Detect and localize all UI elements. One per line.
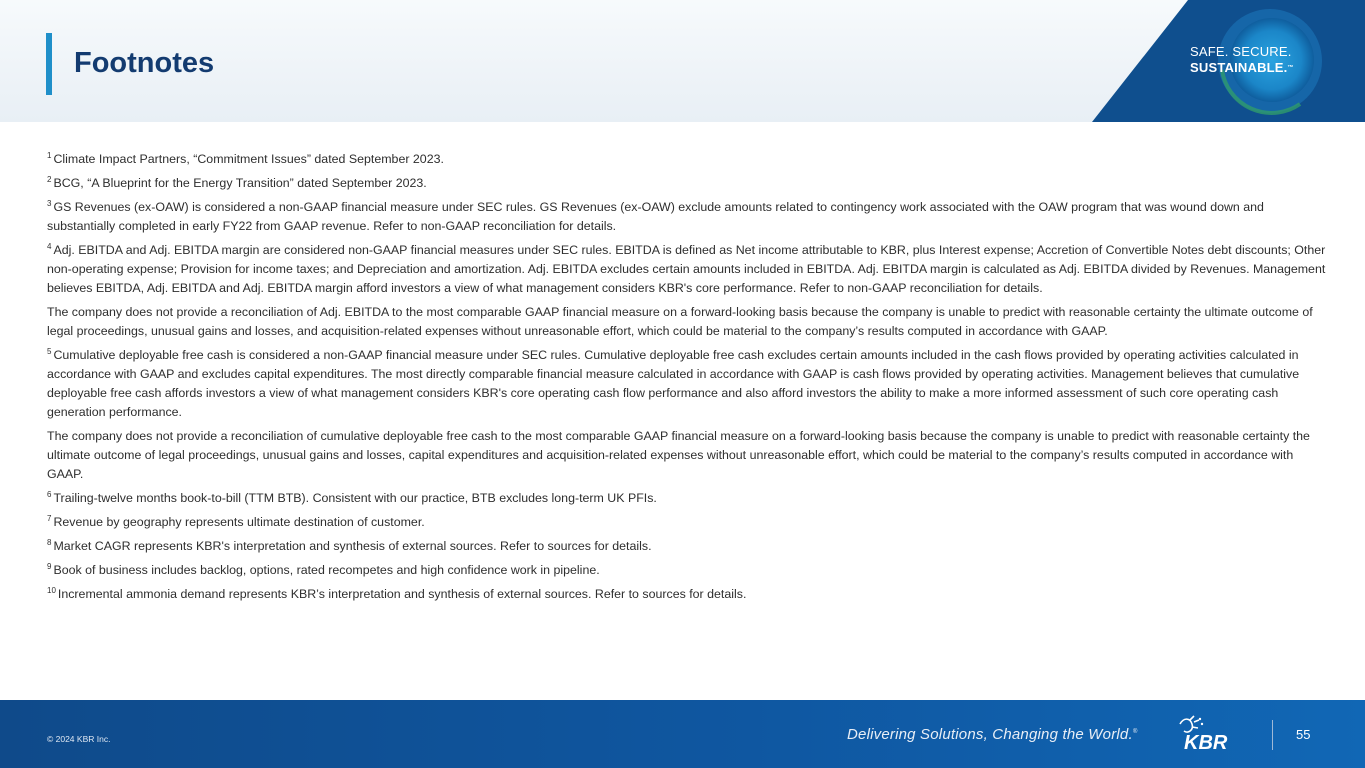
footnote-6 [47, 489, 1327, 508]
footnote-text: GS Revenues (ex-OAW) is considered a non-GAAP financial measure under SEC rules. GS Revenues (ex-OAW) exclude amounts related to contingency work associated with the OAW program that was wound down and substantially completed in early FY22 from GAAP revenue. Refer to non-GAAP reconciliation for details. [47, 200, 1264, 233]
footnotes-list [47, 150, 1327, 609]
footnote-10 [47, 585, 1327, 604]
footnote-text: Incremental ammonia demand represents KBR’s interpretation and synthesis of external sources. Refer to sources for details. [57, 587, 747, 601]
tagline-tm: ™ [1287, 65, 1294, 71]
footnote-text: BCG, “A Blueprint for the Energy Transition” dated September 2023. [53, 176, 427, 190]
brand-tagline [1190, 44, 1294, 76]
footnote-1 [47, 150, 1327, 169]
footnote-5 [47, 346, 1327, 422]
footnote-text: The company does not provide a reconciliation of cumulative deployable free cash to the most comparable GAAP financial measure on a forward-looking basis because the company is unable to predict with reasonable certainty the ultimate outcome of legal proceedings, unusual gains and losses, capital expenditures and acquisition-related expenses without unreasonable effort, which could be material to the company’s results computed in accordance with GAAP. [47, 429, 1310, 481]
brand-corner-graphic [0, 0, 1365, 122]
footer-slogan [847, 726, 1137, 743]
slide-footer [0, 700, 1365, 768]
footnote-number: 10 [47, 586, 56, 595]
footnote-text: Revenue by geography represents ultimate destination of customer. [53, 515, 425, 529]
footnote-5-continued [47, 427, 1327, 484]
footnote-text: Climate Impact Partners, “Commitment Issues” dated September 2023. [53, 152, 444, 166]
tagline-line-1: SAFE. SECURE. [1190, 44, 1292, 59]
tagline-line-2-text: SUSTAINABLE. [1190, 60, 1288, 75]
page-number: 55 [1296, 727, 1311, 742]
footnote-9 [47, 561, 1327, 580]
kbr-logo-text: KBR [1184, 732, 1228, 754]
footer-divider [1272, 720, 1273, 750]
footnote-number: 8 [47, 538, 52, 547]
tagline-line-2 [1190, 60, 1294, 76]
kbr-logo-mark-icon [1180, 716, 1203, 732]
footnote-number: 7 [47, 514, 52, 523]
copyright: © 2024 KBR Inc. [47, 734, 111, 744]
footnote-7 [47, 513, 1327, 532]
footnote-number: 4 [47, 242, 52, 251]
page-title: Footnotes [74, 47, 215, 79]
footnote-8 [47, 537, 1327, 556]
footnote-4-continued [47, 303, 1327, 341]
slogan-registered-mark: ® [1132, 729, 1138, 735]
footnote-text: Market CAGR represents KBR's interpretation and synthesis of external sources. Refer to sources for details. [53, 539, 652, 553]
footnote-text: The company does not provide a reconciliation of Adj. EBITDA to the most comparable GAAP financial measure on a forward-looking basis because the company is unable to predict with reasonable certainty the ultimate outcome of legal proceedings, unusual gains and losses, and acquisition-related expenses without unreasonable effort, which could be material to the company’s results computed in accordance with GAAP. [47, 305, 1313, 338]
footnote-text: Trailing-twelve months book-to-bill (TTM BTB). Consistent with our practice, BTB excludes long-term UK PFIs. [53, 491, 657, 505]
footnote-text: Book of business includes backlog, options, rated recompetes and high confidence work in pipeline. [53, 563, 600, 577]
footnote-number: 6 [47, 490, 52, 499]
footnote-number: 3 [47, 199, 52, 208]
footnote-number: 9 [47, 562, 52, 571]
kbr-logo [1176, 714, 1242, 754]
footnote-text: Cumulative deployable free cash is considered a non-GAAP financial measure under SEC rules. Cumulative deployable free cash excludes certain amounts included in the cash flows provided by operating activities calculated in accordance with GAAP and excludes capital expenditures. The most directly comparable financial measure calculated in accordance with GAAP is cash flows provided by operating activities. Management believes that cumulative deployable free cash affords investors a view of what management considers KBR's core operating cash flow performance and also afford investors the ability to make a more informed assessment of such core operating cash generation performance. [47, 348, 1300, 419]
footer-slogan-text: Delivering Solutions, Changing the World. [847, 726, 1133, 743]
footnote-3 [47, 198, 1327, 236]
footnote-4 [47, 241, 1327, 298]
footnote-text: Adj. EBITDA and Adj. EBITDA margin are considered non-GAAP financial measures under SEC rules. EBITDA is defined as Net income attributable to KBR, plus Interest expense; Accretion of Convertible Notes debt discounts; Other non-operating expense; Provision for income taxes; and Depreciation and amortization. Adj. EBITDA excludes certain amounts included in EBITDA. Adj. EBITDA margin is calculated as Adj. EBITDA divided by Revenues. Management believes EBITDA, Adj. EBITDA and Adj. EBITDA margin afford investors a view of what management considers KBR's core performance. Refer to non-GAAP reconciliation for details. [47, 243, 1326, 295]
footnote-2 [47, 174, 1327, 193]
footnote-number: 1 [47, 151, 52, 160]
footnote-number: 2 [47, 175, 52, 184]
footnote-number: 5 [47, 347, 52, 356]
slide-header [0, 0, 1365, 122]
